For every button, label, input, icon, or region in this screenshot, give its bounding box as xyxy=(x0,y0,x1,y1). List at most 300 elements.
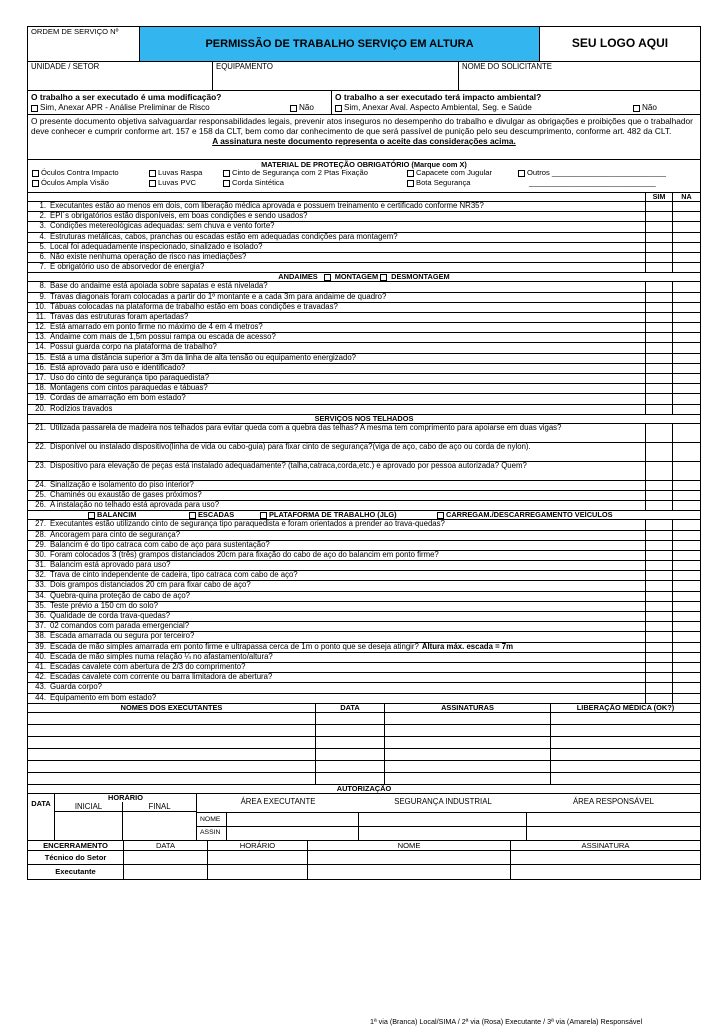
item-text xyxy=(50,343,642,352)
ppe-checkbox[interactable] xyxy=(32,170,39,177)
item-text xyxy=(50,202,642,211)
executante-data-field[interactable] xyxy=(316,773,385,784)
ppe-checkbox[interactable] xyxy=(32,180,39,187)
checklist-question xyxy=(28,384,646,393)
item-number: 3. xyxy=(39,222,46,231)
aut-inicial-field[interactable] xyxy=(55,812,123,840)
na-checkbox[interactable] xyxy=(673,491,700,500)
item-number: 37. xyxy=(35,622,46,631)
ppe-checkbox[interactable] xyxy=(223,180,230,187)
executante-data-field[interactable] xyxy=(316,749,385,760)
sim-checkbox[interactable] xyxy=(646,405,673,414)
nomes-header: NOMES DOS EXECUTANTES xyxy=(28,704,316,712)
sim-checkbox[interactable] xyxy=(646,394,673,403)
logo-placeholder: SEU LOGO AQUI xyxy=(571,36,669,51)
executante-nome-field[interactable] xyxy=(28,773,316,784)
sim-checkbox[interactable] xyxy=(646,632,673,641)
sim-checkbox[interactable] xyxy=(646,520,673,529)
sim-checkbox[interactable] xyxy=(646,551,673,560)
ppe-checkbox[interactable] xyxy=(223,170,230,177)
item-number: 9. xyxy=(39,292,46,301)
na-checkbox[interactable] xyxy=(673,501,700,510)
item-text xyxy=(50,561,642,570)
checklist-question xyxy=(28,462,646,480)
na-checkbox[interactable] xyxy=(673,694,700,703)
item-text xyxy=(50,394,642,403)
na-header: NA xyxy=(681,192,692,201)
item-number: 14. xyxy=(35,343,46,352)
item-text xyxy=(50,233,642,242)
na-checkbox[interactable] xyxy=(673,612,700,621)
executante-liberacao-field[interactable] xyxy=(551,761,700,772)
executante-assinatura-field[interactable] xyxy=(385,725,551,736)
executante-row xyxy=(28,725,700,737)
item-text-main: Executantes estão utilizando cinto de segurança tipo paraquedista e foram orientados a prender ao trava-quedas? xyxy=(50,520,445,529)
aut-horario-label: HORÁRIO xyxy=(108,792,143,802)
aut-final-field[interactable] xyxy=(123,812,196,840)
checklist-item xyxy=(28,293,700,303)
checklist-question xyxy=(28,313,646,322)
executante-assinatura-field[interactable] xyxy=(385,749,551,760)
checklist-question xyxy=(28,653,646,662)
na-checkbox[interactable] xyxy=(673,333,700,342)
item-text-main: Escadas cavalete com abertura de 2/3 do comprimento? xyxy=(50,662,246,671)
na-checkbox[interactable] xyxy=(673,384,700,393)
checklist-question xyxy=(28,683,646,692)
item-text xyxy=(50,673,642,682)
sim-checkbox[interactable] xyxy=(646,602,673,611)
sim-checkbox[interactable] xyxy=(646,323,673,332)
sim-checkbox[interactable] xyxy=(646,581,673,590)
aut-area-exec-label: ÁREA EXECUTANTE xyxy=(240,797,316,807)
ppe-checkbox[interactable] xyxy=(149,180,156,187)
item-text xyxy=(50,551,642,560)
checklist-item xyxy=(28,520,700,530)
item-number: 19. xyxy=(35,394,46,403)
item-text-main: Guarda corpo? xyxy=(50,683,103,692)
item-number: 40. xyxy=(35,652,46,661)
executante-nome-field[interactable] xyxy=(28,737,316,748)
item-text-main: Balancim é do tipo catraca com cabo de aço para sustentação? xyxy=(50,540,270,549)
checklist-question xyxy=(28,501,646,510)
equipamento-field[interactable]: EQUIPAMENTO xyxy=(213,62,459,90)
item-number: 21. xyxy=(35,423,46,432)
sim-checkbox[interactable] xyxy=(646,424,673,442)
sim-checkbox[interactable] xyxy=(646,343,673,352)
na-checkbox[interactable] xyxy=(673,561,700,570)
na-checkbox[interactable] xyxy=(673,243,700,252)
item-number: 34. xyxy=(35,591,46,600)
sim-checkbox[interactable] xyxy=(646,303,673,312)
executante-data-field[interactable] xyxy=(316,713,385,724)
aut-assin-resp-field[interactable] xyxy=(527,827,700,840)
item-text-main: Cordas de amarração em bom estado? xyxy=(50,394,186,403)
sim-checkbox[interactable] xyxy=(646,263,673,272)
executante-nome-field[interactable] xyxy=(28,749,316,760)
item-text-main: Base do andaime está apoiada sobre sapatas e está nivelada? xyxy=(50,282,268,291)
na-checkbox[interactable] xyxy=(673,581,700,590)
enc-tecnico-label: Técnico do Setor xyxy=(28,851,124,864)
checklist-item xyxy=(28,443,700,462)
unidade-field[interactable]: UNIDADE / SETOR xyxy=(28,62,213,90)
sim-checkbox[interactable] xyxy=(646,384,673,393)
checklist-item xyxy=(28,243,700,253)
na-checkbox[interactable] xyxy=(673,212,700,221)
executante-liberacao-field[interactable] xyxy=(551,713,700,724)
na-checkbox[interactable] xyxy=(673,551,700,560)
item-number: 42. xyxy=(35,673,46,682)
ppe-outros-field[interactable]: Outros ___________________________ xyxy=(527,168,666,177)
checklist-question xyxy=(28,364,646,373)
item-text-main: Quebra-quina proteção de cabo de aço? xyxy=(50,591,191,600)
sim-checkbox[interactable] xyxy=(646,364,673,373)
executante-liberacao-field[interactable] xyxy=(551,737,700,748)
plataforma-checkbox[interactable] xyxy=(260,512,267,519)
modif-yes-label: Sim, Anexar APR - Análise Preliminar de Risco xyxy=(40,103,210,113)
na-checkbox[interactable] xyxy=(673,374,700,383)
item-number: 10. xyxy=(35,302,46,311)
na-checkbox[interactable] xyxy=(673,571,700,580)
sim-checkbox[interactable] xyxy=(646,561,673,570)
checklist-item xyxy=(28,571,700,581)
na-checkbox[interactable] xyxy=(673,643,700,652)
item-text xyxy=(50,354,642,363)
autorizacao-block xyxy=(28,794,700,841)
item-text-main: É obrigatório uso de absorvedor de energia? xyxy=(50,263,205,272)
executante-liberacao-field[interactable] xyxy=(551,749,700,760)
na-checkbox[interactable] xyxy=(673,622,700,631)
ppe-checkbox[interactable] xyxy=(149,170,156,177)
executante-row xyxy=(28,761,700,773)
ppe-label: Corda Sintética xyxy=(232,178,284,187)
item-number: 13. xyxy=(35,333,46,342)
item-text xyxy=(50,462,642,480)
env-no-checkbox[interactable] xyxy=(633,105,640,112)
item-number: 15. xyxy=(35,353,46,362)
intro-text: O presente documento objetiva salvaguardar responsabilidades legais, prevenir atos inseguros no desempenho do trabalho e divulgar as obrigações e proibições que o trabalhador deve conhecer e cumprir conforme art. 157 e 158 da CLT, bem como dar conhecimento de que será passível de punição pelo seu descumprimento, conforme art. 482 da CLT. xyxy=(31,116,693,136)
aut-assin-label: ASSIN xyxy=(197,827,227,840)
modif-yes-checkbox[interactable] xyxy=(31,105,38,112)
modif-no-checkbox[interactable] xyxy=(290,105,297,112)
checklist-question xyxy=(28,293,646,302)
item-text-main: Sinalização e isolamento do piso interior? xyxy=(50,480,194,489)
telhados-header xyxy=(28,415,700,424)
checklist-group-andaimes xyxy=(28,282,700,414)
na-checkbox[interactable] xyxy=(673,253,700,262)
item-text-main: Tábuas colocadas na plataforma de trabalho estão em boas condições e travadas? xyxy=(50,302,338,311)
desmontagem-checkbox[interactable] xyxy=(380,274,387,281)
enc-nome-label: NOME xyxy=(308,841,511,850)
item-text-main: Escada de mão simples amarrada em ponto firme e ultrapassa cerca de 1m o ponto que se deseja atingir? xyxy=(50,642,419,651)
executante-data-field[interactable] xyxy=(316,737,385,748)
na-checkbox[interactable] xyxy=(673,293,700,302)
sim-checkbox[interactable] xyxy=(646,653,673,662)
ppe-outros2-field[interactable]: ______________________________ xyxy=(529,178,656,187)
sim-checkbox[interactable] xyxy=(646,212,673,221)
checklist-item xyxy=(28,202,700,212)
checklist-question xyxy=(28,333,646,342)
checklist-item xyxy=(28,253,700,263)
sim-checkbox[interactable] xyxy=(646,481,673,490)
modif-no-label: Não xyxy=(298,103,314,113)
na-checkbox[interactable] xyxy=(673,233,700,242)
env-question xyxy=(332,91,700,114)
executante-nome-field[interactable] xyxy=(28,761,316,772)
ppe-label: Cinto de Segurança com 2 Ptas Fixação xyxy=(232,168,368,177)
enc-executante-nome[interactable] xyxy=(308,865,511,879)
executante-data-field[interactable] xyxy=(316,761,385,772)
sim-checkbox[interactable] xyxy=(646,233,673,242)
checklist-question xyxy=(28,561,646,570)
enc-executante-horario[interactable] xyxy=(208,865,308,879)
sim-checkbox[interactable] xyxy=(646,253,673,262)
executante-liberacao-field[interactable] xyxy=(551,725,700,736)
na-checkbox[interactable] xyxy=(673,481,700,490)
item-text xyxy=(50,481,642,490)
aut-nome-exec-field[interactable] xyxy=(227,813,359,826)
item-text-main: Possui guarda corpo na plataforma de trabalho? xyxy=(50,343,217,352)
item-text xyxy=(50,683,642,692)
sim-checkbox[interactable] xyxy=(646,222,673,231)
na-checkbox[interactable] xyxy=(673,520,700,529)
sim-checkbox[interactable] xyxy=(646,592,673,601)
montagem-checkbox[interactable] xyxy=(324,274,331,281)
sim-checkbox[interactable] xyxy=(646,374,673,383)
item-number: 44. xyxy=(35,693,46,702)
balancim-label: BALANCIM xyxy=(97,510,137,520)
checklist-question xyxy=(28,531,646,540)
executante-liberacao-field[interactable] xyxy=(551,773,700,784)
checklist-item xyxy=(28,602,700,612)
na-checkbox[interactable] xyxy=(673,405,700,414)
item-text xyxy=(50,541,642,550)
checklist-item xyxy=(28,551,700,561)
na-checkbox[interactable] xyxy=(673,394,700,403)
checklist-item xyxy=(28,354,700,364)
item-text xyxy=(50,632,642,641)
sim-checkbox[interactable] xyxy=(646,643,673,652)
item-text-main: Está amarrado em ponto firme no máximo de 4 em 4 metros? xyxy=(50,323,263,332)
na-checkbox[interactable] xyxy=(673,592,700,601)
checklist-group-equipamentos xyxy=(28,520,700,703)
aut-nome-seg-field[interactable] xyxy=(359,813,527,826)
carregam-checkbox[interactable] xyxy=(437,512,444,519)
sim-checkbox[interactable] xyxy=(646,673,673,682)
item-text xyxy=(50,424,642,442)
na-checkbox[interactable] xyxy=(673,541,700,550)
item-text-main: Equipamento em bom estado? xyxy=(50,693,157,702)
na-checkbox[interactable] xyxy=(673,602,700,611)
enc-executante-data[interactable] xyxy=(124,865,208,879)
ppe-label: Óculos Contra Impacto xyxy=(41,168,119,177)
item-number: 23. xyxy=(35,461,46,470)
page-title: PERMISSÃO DE TRABALHO SERVIÇO EM ALTURA xyxy=(140,27,540,61)
executante-nome-field[interactable] xyxy=(28,725,316,736)
sim-checkbox[interactable] xyxy=(646,293,673,302)
sim-checkbox[interactable] xyxy=(646,462,673,480)
executante-assinatura-field[interactable] xyxy=(385,713,551,724)
modif-label: O trabalho a ser executado é uma modificação? xyxy=(31,92,222,102)
aut-final-label: FINAL xyxy=(148,801,171,811)
sim-checkbox[interactable] xyxy=(646,354,673,363)
checklist-question xyxy=(28,233,646,242)
sim-checkbox[interactable] xyxy=(646,683,673,692)
sim-checkbox[interactable] xyxy=(646,531,673,540)
na-checkbox[interactable] xyxy=(673,683,700,692)
na-checkbox[interactable] xyxy=(673,632,700,641)
executante-assinatura-field[interactable] xyxy=(385,737,551,748)
executante-row xyxy=(28,749,700,761)
montagem-label: MONTAGEM xyxy=(334,272,379,282)
sim-checkbox[interactable] xyxy=(646,443,673,461)
sim-checkbox[interactable] xyxy=(646,491,673,500)
item-text xyxy=(50,323,642,332)
item-number: 4. xyxy=(39,232,46,241)
enc-data-label: DATA xyxy=(124,841,208,850)
andaimes-header xyxy=(28,273,700,282)
checklist-item xyxy=(28,462,700,481)
sim-checkbox[interactable] xyxy=(646,501,673,510)
aut-assin-seg-field[interactable] xyxy=(359,827,527,840)
item-number: 6. xyxy=(39,252,46,261)
enc-tecnico-data[interactable] xyxy=(124,851,208,864)
na-checkbox[interactable] xyxy=(673,673,700,682)
item-number: 32. xyxy=(35,571,46,580)
solicitante-field[interactable]: NOME DO SOLICITANTE xyxy=(462,62,552,71)
sim-checkbox[interactable] xyxy=(646,333,673,342)
item-text-main: Foram colocados 3 (três) grampos distanciados 20cm para fixação do cabo de aço do balancim em ponto firme? xyxy=(50,550,439,559)
checklist-group-general xyxy=(28,202,700,273)
item-text xyxy=(50,663,642,672)
checklist-question xyxy=(28,303,646,312)
na-checkbox[interactable] xyxy=(673,282,700,291)
enc-tecnico-horario[interactable] xyxy=(208,851,308,864)
na-checkbox[interactable] xyxy=(673,323,700,332)
na-checkbox[interactable] xyxy=(673,663,700,672)
checklist-question xyxy=(28,663,646,672)
os-number-field[interactable]: ORDEM DE SERVIÇO Nº xyxy=(28,27,140,61)
na-checkbox[interactable] xyxy=(673,202,700,211)
sim-checkbox[interactable] xyxy=(646,663,673,672)
env-no-label: Não xyxy=(641,103,657,113)
checklist-question xyxy=(28,551,646,560)
escadas-label: ESCADAS xyxy=(198,510,235,520)
item-text-main: Escada amarrada ou segura por terceiro? xyxy=(50,632,195,641)
na-checkbox[interactable] xyxy=(673,653,700,662)
checklist-question xyxy=(28,443,646,461)
na-checkbox[interactable] xyxy=(673,343,700,352)
sim-checkbox[interactable] xyxy=(646,612,673,621)
ppe-checkbox[interactable] xyxy=(407,170,414,177)
item-text-main: Montagens com cintos paraquedas e tábuas? xyxy=(50,384,208,393)
item-text xyxy=(50,643,642,652)
item-text-main: Rodízios travados xyxy=(50,404,113,413)
sim-checkbox[interactable] xyxy=(646,202,673,211)
checklist-question xyxy=(28,354,646,363)
checklist-item xyxy=(28,622,700,632)
sim-checkbox[interactable] xyxy=(646,243,673,252)
checklist-question xyxy=(28,405,646,414)
item-text-main: Travas das estruturas foram apertadas? xyxy=(50,312,189,321)
na-checkbox[interactable] xyxy=(673,364,700,373)
sim-checkbox[interactable] xyxy=(646,541,673,550)
sim-checkbox[interactable] xyxy=(646,622,673,631)
env-yes-checkbox[interactable] xyxy=(335,105,342,112)
item-text-main: Andaime com mais de 1,5m possui rampa ou escada de acesso? xyxy=(50,333,276,342)
ppe-label: Luvas PVC xyxy=(158,178,196,187)
ppe-checkbox[interactable] xyxy=(518,170,525,177)
executante-assinatura-field[interactable] xyxy=(385,761,551,772)
na-checkbox[interactable] xyxy=(673,263,700,272)
item-text-main: A instalação no telhado está aprovada para uso? xyxy=(50,501,220,510)
checklist-question xyxy=(28,323,646,332)
sim-checkbox[interactable] xyxy=(646,571,673,580)
aut-nome-resp-field[interactable] xyxy=(527,813,700,826)
aut-area-resp-label: ÁREA RESPONSÁVEL xyxy=(572,797,655,807)
enc-executante-assinatura[interactable] xyxy=(511,865,700,879)
enc-tecnico-assinatura[interactable] xyxy=(511,851,700,864)
checklist-question xyxy=(28,394,646,403)
enc-tecnico-nome[interactable] xyxy=(308,851,511,864)
executante-nome-field[interactable] xyxy=(28,713,316,724)
checklist-question xyxy=(28,282,646,291)
na-checkbox[interactable] xyxy=(673,354,700,363)
item-text xyxy=(50,384,642,393)
item-text xyxy=(50,520,642,529)
sim-checkbox[interactable] xyxy=(646,694,673,703)
intro-sign-note: A assinatura neste documento representa o aceite das considerações acima. xyxy=(212,136,516,146)
item-number: 25. xyxy=(35,490,46,499)
checklist-question xyxy=(28,212,646,221)
na-checkbox[interactable] xyxy=(673,531,700,540)
checklist-item xyxy=(28,364,700,374)
executante-data-field[interactable] xyxy=(316,725,385,736)
item-text-main: Utilizada passarela de madeira nos telhados para evitar queda com a quebra das telhas? A mesma tem comprimento para apoiarse em duas vigas? xyxy=(50,423,562,432)
escadas-checkbox[interactable] xyxy=(189,512,196,519)
na-checkbox[interactable] xyxy=(673,443,700,461)
item-text xyxy=(50,443,642,461)
na-checkbox[interactable] xyxy=(673,462,700,480)
na-checkbox[interactable] xyxy=(673,222,700,231)
item-number: 30. xyxy=(35,550,46,559)
sim-checkbox[interactable] xyxy=(646,313,673,322)
item-text-main: Balancim está aprovado para uso? xyxy=(50,561,171,570)
na-checkbox[interactable] xyxy=(673,313,700,322)
item-text xyxy=(50,364,642,373)
item-text xyxy=(50,501,642,510)
ppe-checkbox[interactable] xyxy=(407,180,414,187)
item-number: 31. xyxy=(35,561,46,570)
item-number: 5. xyxy=(39,242,46,251)
aut-assin-exec-field[interactable] xyxy=(227,827,359,840)
carregam-label: CARREGAM./DESCARREGAMENTO VEÍCULOS xyxy=(446,510,613,520)
sim-checkbox[interactable] xyxy=(646,282,673,291)
na-checkbox[interactable] xyxy=(673,303,700,312)
item-number: 17. xyxy=(35,374,46,382)
item-text xyxy=(50,263,642,272)
checklist-question xyxy=(28,571,646,580)
ppe-label: Capacete com Jugular xyxy=(416,168,492,177)
executante-assinatura-field[interactable] xyxy=(385,773,551,784)
checklist-question xyxy=(28,541,646,550)
item-text-main: Trava de cinto independente de cadeira, tipo catraca com cabo de aço? xyxy=(50,571,298,580)
item-text-main: Está aprovado para uso e identificado? xyxy=(50,363,186,372)
enc-tecnico-row xyxy=(28,851,700,865)
checklist-question xyxy=(28,481,646,490)
item-text-main: Dispositivo para elevação de peças está instalado adequadamente? (talha,catraca,corda,etc.) e aprovado por pessoa autorizada? Quem? xyxy=(50,461,527,470)
na-checkbox[interactable] xyxy=(673,424,700,442)
balancim-checkbox[interactable] xyxy=(88,512,95,519)
